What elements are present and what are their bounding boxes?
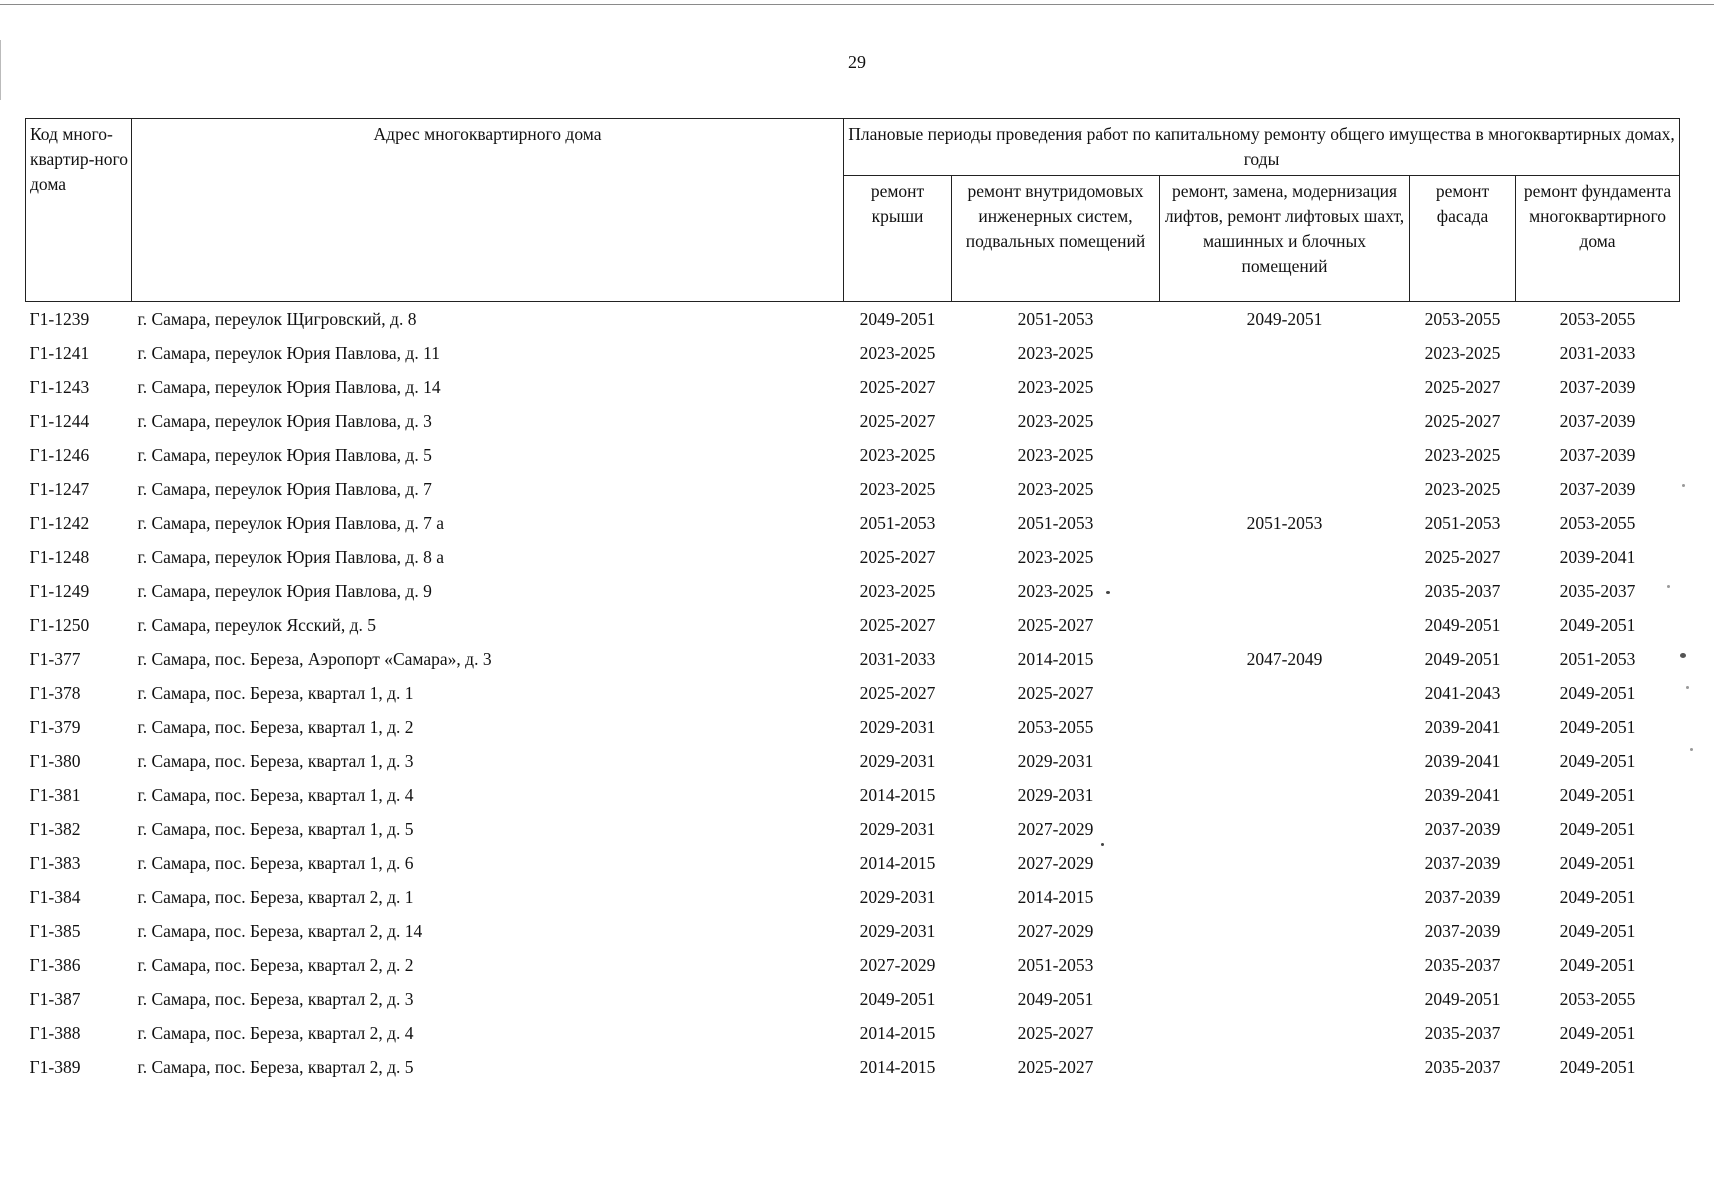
cell-address: г. Самара, пос. Береза, квартал 1, д. 6 <box>137 853 414 873</box>
cell-facade: 2049-2051 <box>1424 615 1501 635</box>
cell-foundation: 2049-2051 <box>1559 615 1636 635</box>
scan-edge-line <box>0 4 1714 5</box>
cell-roof: 2023-2025 <box>859 581 936 601</box>
header-lifts: ремонт, замена, модернизация лифтов, ремонт лифтовых шахт, машинных и блочных помещений <box>1160 176 1410 302</box>
cell-systems: 2049-2051 <box>1017 989 1094 1009</box>
header-systems: ремонт внутридомовых инженерных систем, подвальных помещений <box>952 176 1160 302</box>
cell-foundation: 2037-2039 <box>1559 411 1636 431</box>
cell-lifts <box>1160 812 1410 846</box>
cell-lifts <box>1160 1016 1410 1050</box>
cell-roof: 2014-2015 <box>859 1057 936 1077</box>
cell-foundation: 2031-2033 <box>1559 343 1636 363</box>
cell-code: Г1-1246 <box>29 445 90 465</box>
cell-code: Г1-388 <box>29 1023 81 1043</box>
cell-lifts <box>1160 472 1410 506</box>
table-row <box>26 574 1680 608</box>
table-row <box>26 438 1680 472</box>
table-row <box>26 336 1680 370</box>
cell-code: Г1-378 <box>29 683 81 703</box>
cell-code: Г1-385 <box>29 921 81 941</box>
cell-roof: 2025-2027 <box>859 547 936 567</box>
cell-lifts <box>1160 370 1410 404</box>
cell-code: Г1-381 <box>29 785 81 805</box>
header-periods-group: Плановые периоды проведения работ по капитальному ремонту общего имущества в многоквартирных домах, годы <box>844 119 1680 176</box>
cell-systems: 2023-2025 <box>1017 445 1094 465</box>
cell-facade: 2025-2027 <box>1424 547 1501 567</box>
cell-facade: 2039-2041 <box>1424 751 1501 771</box>
scan-speck <box>1106 591 1110 594</box>
cell-code: Г1-383 <box>29 853 81 873</box>
cell-foundation: 2053-2055 <box>1559 989 1636 1009</box>
cell-code: Г1-1243 <box>29 377 90 397</box>
cell-code: Г1-380 <box>29 751 81 771</box>
cell-lifts <box>1160 778 1410 812</box>
cell-systems: 2025-2027 <box>1017 615 1094 635</box>
cell-foundation: 2037-2039 <box>1559 479 1636 499</box>
cell-roof: 2025-2027 <box>859 615 936 635</box>
cell-facade: 2023-2025 <box>1424 445 1501 465</box>
cell-systems: 2023-2025 <box>1017 343 1094 363</box>
cell-lifts <box>1160 676 1410 710</box>
cell-facade: 2041-2043 <box>1424 683 1501 703</box>
cell-code: Г1-1248 <box>29 547 90 567</box>
table-row <box>26 370 1680 404</box>
cell-lifts <box>1160 710 1410 744</box>
scan-speck <box>1682 484 1685 487</box>
cell-foundation: 2039-2041 <box>1559 547 1636 567</box>
cell-address: г. Самара, переулок Щигровский, д. 8 <box>137 309 417 329</box>
cell-systems: 2014-2015 <box>1017 649 1094 669</box>
cell-roof: 2027-2029 <box>859 955 936 975</box>
table-row <box>26 948 1680 982</box>
table-row <box>26 744 1680 778</box>
cell-address: г. Самара, переулок Юрия Павлова, д. 3 <box>137 411 432 431</box>
cell-code: Г1-387 <box>29 989 81 1009</box>
cell-facade: 2037-2039 <box>1424 819 1501 839</box>
scan-speck <box>1667 585 1670 588</box>
cell-facade: 2037-2039 <box>1424 921 1501 941</box>
cell-code: Г1-1249 <box>29 581 90 601</box>
cell-code: Г1-1239 <box>29 309 90 329</box>
cell-address: г. Самара, пос. Береза, квартал 1, д. 1 <box>137 683 414 703</box>
cell-lifts <box>1160 846 1410 880</box>
cell-facade: 2035-2037 <box>1424 1057 1501 1077</box>
cell-facade: 2025-2027 <box>1424 377 1501 397</box>
cell-code: Г1-377 <box>29 649 81 669</box>
cell-facade: 2037-2039 <box>1424 887 1501 907</box>
cell-roof: 2031-2033 <box>859 649 936 669</box>
cell-foundation: 2037-2039 <box>1559 445 1636 465</box>
cell-foundation: 2049-2051 <box>1559 819 1636 839</box>
cell-facade: 2035-2037 <box>1424 1023 1501 1043</box>
cell-systems: 2027-2029 <box>1017 921 1094 941</box>
cell-facade: 2035-2037 <box>1424 581 1501 601</box>
cell-facade: 2049-2051 <box>1424 649 1501 669</box>
cell-roof: 2014-2015 <box>859 853 936 873</box>
cell-foundation: 2037-2039 <box>1559 377 1636 397</box>
header-facade: ремонт фасада <box>1410 176 1516 302</box>
cell-foundation: 2049-2051 <box>1559 921 1636 941</box>
cell-address: г. Самара, пос. Береза, квартал 1, д. 5 <box>137 819 414 839</box>
table-row <box>26 880 1680 914</box>
cell-address: г. Самара, пос. Береза, квартал 1, д. 2 <box>137 717 414 737</box>
cell-code: Г1-386 <box>29 955 81 975</box>
cell-systems: 2051-2053 <box>1017 513 1094 533</box>
cell-address: г. Самара, пос. Береза, квартал 2, д. 14 <box>137 921 423 941</box>
cell-foundation: 2049-2051 <box>1559 887 1636 907</box>
cell-code: Г1-1241 <box>29 343 90 363</box>
cell-systems: 2051-2053 <box>1017 309 1094 329</box>
cell-roof: 2025-2027 <box>859 411 936 431</box>
cell-foundation: 2049-2051 <box>1559 751 1636 771</box>
cell-code: Г1-379 <box>29 717 81 737</box>
capital-repair-schedule-table <box>25 118 1680 1084</box>
cell-roof: 2049-2051 <box>859 989 936 1009</box>
cell-code: Г1-1250 <box>29 615 90 635</box>
cell-address: г. Самара, переулок Юрия Павлова, д. 7 <box>137 479 432 499</box>
cell-foundation: 2035-2037 <box>1559 581 1636 601</box>
cell-roof: 2029-2031 <box>859 887 936 907</box>
cell-roof: 2049-2051 <box>859 309 936 329</box>
cell-address: г. Самара, пос. Береза, квартал 1, д. 3 <box>137 751 414 771</box>
cell-lifts: 2049-2051 <box>1246 309 1323 329</box>
cell-roof: 2051-2053 <box>859 513 936 533</box>
table-row <box>26 302 1680 337</box>
cell-foundation: 2049-2051 <box>1559 955 1636 975</box>
table-row <box>26 404 1680 438</box>
table-row <box>26 676 1680 710</box>
cell-lifts <box>1160 574 1410 608</box>
cell-code: Г1-382 <box>29 819 81 839</box>
cell-address: г. Самара, переулок Юрия Павлова, д. 11 <box>137 343 440 363</box>
cell-lifts <box>1160 982 1410 1016</box>
cell-foundation: 2049-2051 <box>1559 1023 1636 1043</box>
table-row <box>26 982 1680 1016</box>
cell-address: г. Самара, пос. Береза, Аэропорт «Самара», д. 3 <box>137 649 492 669</box>
cell-facade: 2035-2037 <box>1424 955 1501 975</box>
cell-foundation: 2049-2051 <box>1559 717 1636 737</box>
cell-roof: 2014-2015 <box>859 1023 936 1043</box>
cell-lifts <box>1160 608 1410 642</box>
cell-systems: 2029-2031 <box>1017 751 1094 771</box>
cell-facade: 2025-2027 <box>1424 411 1501 431</box>
cell-facade: 2051-2053 <box>1424 513 1501 533</box>
scan-speck <box>1686 686 1689 689</box>
cell-systems: 2027-2029 <box>1017 853 1094 873</box>
cell-roof: 2023-2025 <box>859 479 936 499</box>
cell-address: г. Самара, пос. Береза, квартал 2, д. 3 <box>137 989 414 1009</box>
header-row-top <box>26 119 1680 176</box>
cell-address: г. Самара, пос. Береза, квартал 2, д. 2 <box>137 955 414 975</box>
header-address: Адрес многоквартирного дома <box>132 119 844 302</box>
cell-facade: 2039-2041 <box>1424 717 1501 737</box>
cell-address: г. Самара, переулок Юрия Павлова, д. 5 <box>137 445 432 465</box>
scan-speck <box>1690 748 1693 751</box>
cell-roof: 2025-2027 <box>859 683 936 703</box>
table-row <box>26 778 1680 812</box>
cell-systems: 2023-2025 <box>1017 547 1094 567</box>
table-row <box>26 710 1680 744</box>
cell-facade: 2049-2051 <box>1424 989 1501 1009</box>
cell-code: Г1-1247 <box>29 479 90 499</box>
table-row <box>26 506 1680 540</box>
cell-roof: 2023-2025 <box>859 343 936 363</box>
cell-address: г. Самара, переулок Юрия Павлова, д. 8 а <box>137 547 444 567</box>
cell-roof: 2029-2031 <box>859 717 936 737</box>
cell-foundation: 2053-2055 <box>1559 309 1636 329</box>
cell-foundation: 2053-2055 <box>1559 513 1636 533</box>
table-row <box>26 812 1680 846</box>
cell-address: г. Самара, переулок Ясский, д. 5 <box>137 615 377 635</box>
cell-roof: 2029-2031 <box>859 921 936 941</box>
cell-foundation: 2049-2051 <box>1559 683 1636 703</box>
cell-facade: 2037-2039 <box>1424 853 1501 873</box>
cell-address: г. Самара, пос. Береза, квартал 1, д. 4 <box>137 785 414 805</box>
cell-address: г. Самара, пос. Береза, квартал 2, д. 5 <box>137 1057 414 1077</box>
cell-lifts <box>1160 336 1410 370</box>
cell-facade: 2039-2041 <box>1424 785 1501 805</box>
cell-lifts <box>1160 1050 1410 1084</box>
cell-lifts <box>1160 540 1410 574</box>
cell-lifts <box>1160 880 1410 914</box>
cell-facade: 2053-2055 <box>1424 309 1501 329</box>
cell-systems: 2025-2027 <box>1017 1023 1094 1043</box>
cell-systems: 2053-2055 <box>1017 717 1094 737</box>
table-row <box>26 1016 1680 1050</box>
cell-foundation: 2049-2051 <box>1559 1057 1636 1077</box>
cell-address: г. Самара, пос. Береза, квартал 2, д. 4 <box>137 1023 414 1043</box>
header-foundation: ремонт фундамента многоквартирного дома <box>1516 176 1680 302</box>
cell-address: г. Самара, переулок Юрия Павлова, д. 14 <box>137 377 441 397</box>
table-row <box>26 608 1680 642</box>
cell-lifts: 2051-2053 <box>1246 513 1323 533</box>
cell-address: г. Самара, переулок Юрия Павлова, д. 9 <box>137 581 432 601</box>
table-row <box>26 914 1680 948</box>
cell-lifts <box>1160 404 1410 438</box>
cell-systems: 2029-2031 <box>1017 785 1094 805</box>
cell-foundation: 2051-2053 <box>1559 649 1636 669</box>
cell-lifts: 2047-2049 <box>1246 649 1323 669</box>
table-row <box>26 472 1680 506</box>
cell-foundation: 2049-2051 <box>1559 853 1636 873</box>
scan-speck <box>1680 653 1686 658</box>
cell-systems: 2051-2053 <box>1017 955 1094 975</box>
cell-systems: 2025-2027 <box>1017 1057 1094 1077</box>
cell-systems: 2023-2025 <box>1017 581 1094 601</box>
table-row <box>26 540 1680 574</box>
cell-lifts <box>1160 744 1410 778</box>
header-roof: ремонт крыши <box>844 176 952 302</box>
cell-systems: 2023-2025 <box>1017 377 1094 397</box>
cell-code: Г1-1244 <box>29 411 90 431</box>
cell-code: Г1-389 <box>29 1057 81 1077</box>
cell-foundation: 2049-2051 <box>1559 785 1636 805</box>
cell-roof: 2029-2031 <box>859 751 936 771</box>
table-body <box>26 302 1680 1085</box>
scan-speck <box>1101 843 1104 846</box>
table-row <box>26 846 1680 880</box>
cell-roof: 2029-2031 <box>859 819 936 839</box>
table-row <box>26 642 1680 676</box>
cell-roof: 2023-2025 <box>859 445 936 465</box>
cell-lifts <box>1160 914 1410 948</box>
cell-systems: 2025-2027 <box>1017 683 1094 703</box>
cell-lifts <box>1160 438 1410 472</box>
cell-code: Г1-1242 <box>29 513 90 533</box>
cell-systems: 2023-2025 <box>1017 479 1094 499</box>
header-code: Код много-квартир-ного дома <box>26 119 132 302</box>
cell-systems: 2027-2029 <box>1017 819 1094 839</box>
cell-systems: 2014-2015 <box>1017 887 1094 907</box>
table-row <box>26 1050 1680 1084</box>
page-number: 29 <box>848 52 866 72</box>
cell-systems: 2023-2025 <box>1017 411 1094 431</box>
cell-lifts <box>1160 948 1410 982</box>
cell-facade: 2023-2025 <box>1424 343 1501 363</box>
cell-code: Г1-384 <box>29 887 81 907</box>
cell-roof: 2025-2027 <box>859 377 936 397</box>
cell-roof: 2014-2015 <box>859 785 936 805</box>
cell-address: г. Самара, пос. Береза, квартал 2, д. 1 <box>137 887 414 907</box>
cell-facade: 2023-2025 <box>1424 479 1501 499</box>
cell-address: г. Самара, переулок Юрия Павлова, д. 7 а <box>137 513 444 533</box>
